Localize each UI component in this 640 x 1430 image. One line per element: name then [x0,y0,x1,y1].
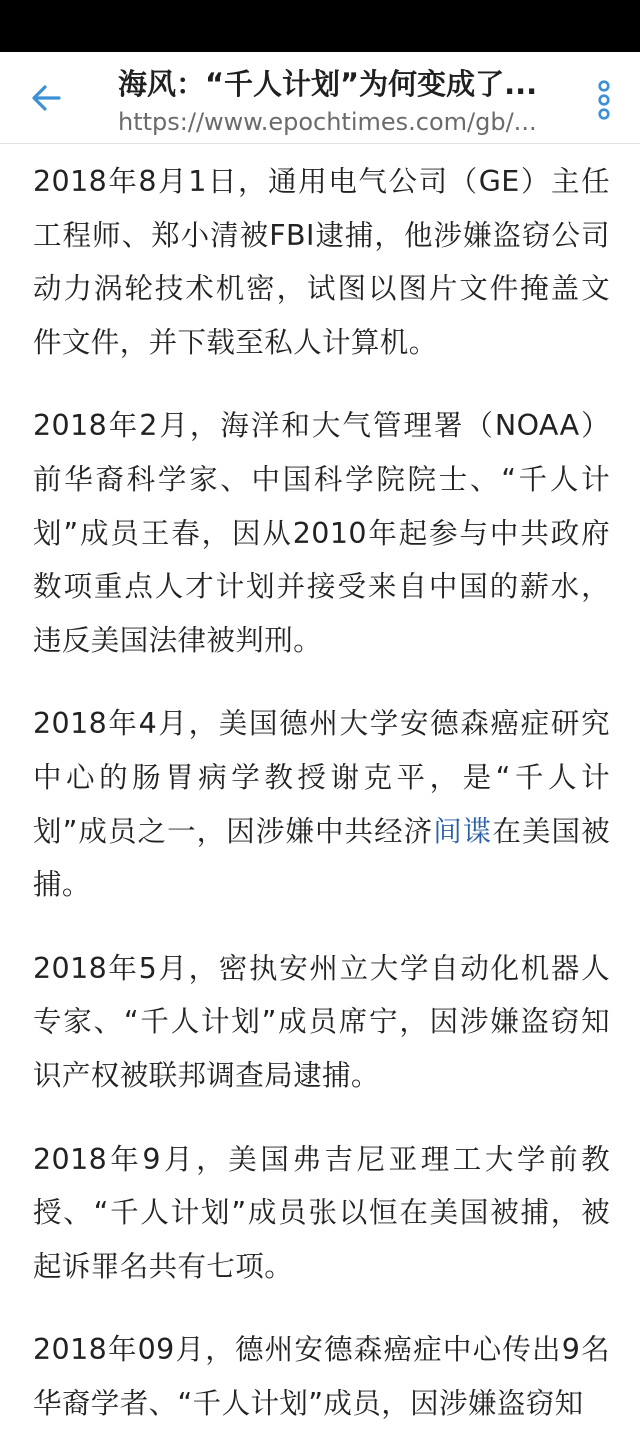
article-paragraph [33,697,610,911]
more-vertical-icon [597,80,611,120]
article-paragraph: 2018年8月1日，通用电气公司（GE）主任工程师、郑小清被FBI逮捕，他涉嫌盗窃公司动力涡轮技术机密，试图以图片文件掩盖文件文件，并下载至私人计算机。 [33,165,610,359]
paragraph-text: 在美国被捕。 [33,814,610,902]
article-body [0,145,640,1430]
paragraph-text: 2018年4月，美国德州大学安德森癌症研究中心的肠胃病学教授谢克平，是“千人计划”成员之一，因涉嫌中共经济 [33,707,610,848]
arrow-left-icon [31,85,61,111]
browser-toolbar [0,52,640,144]
title-area[interactable] [118,64,568,138]
spy-link[interactable]: 间谍 [433,814,493,848]
back-button[interactable] [18,76,74,120]
article-paragraph: 2018年5月，密执安州立大学自动化机器人专家、“千人计划”成员席宁，因涉嫌盗窃知识产权被联邦调查局逮捕。 [33,951,610,1092]
more-menu-button[interactable] [586,78,622,122]
article-paragraph: 2018年9月，美国弗吉尼亚理工大学前教授、“千人计划”成员张以恒在美国被捕，被起诉罪名共有七项。 [33,1142,610,1283]
page-title: 海风：“千人计划”为何变成了... [118,67,538,101]
article-viewport[interactable] [0,145,640,1420]
status-bar [0,0,640,52]
article-paragraph: 2018年09月，德州安德森癌症中心传出9名华裔学者、“千人计划”成员，因涉嫌盗窃知 [33,1333,610,1420]
page-url: https://www.epochtimes.com/gb/... [118,108,537,136]
article-paragraph: 2018年2月，海洋和大气管理署（NOAA）前华裔科学家、中国科学院院士、“千人计划”成员王春，因从2010年起参与中共政府数项重点人才计划并接受来自中国的薪水，违反美国法律被判刑。 [33,409,610,657]
